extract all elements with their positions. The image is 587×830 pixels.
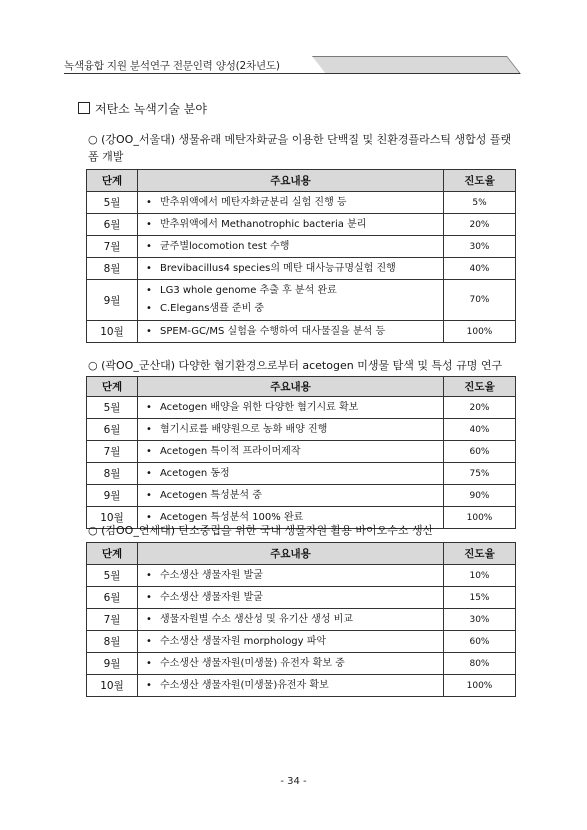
content-cell: [138, 653, 444, 675]
progress-cell: 75%: [444, 463, 516, 485]
month-cell: 7월: [87, 441, 138, 463]
progress-cell: 60%: [444, 631, 516, 653]
col-header-content: 주요내용: [138, 543, 444, 565]
progress-cell: 40%: [444, 419, 516, 441]
content-item: • 반추위액에서 메탄자화균분리 실험 진행 등: [146, 194, 439, 212]
table-row: [87, 236, 516, 258]
col-header-progress: 진도율: [444, 377, 516, 397]
content-item: • Acetogen 특성분석 100% 완료: [146, 509, 439, 527]
progress-cell: 70%: [444, 280, 516, 321]
content-cell: [138, 485, 444, 507]
col-header-month: 단계: [87, 377, 138, 397]
table-row: [87, 587, 516, 609]
content-item: • Acetogen 특성분석 중: [146, 487, 439, 505]
content-item: • 수소생산 생물자원(미생물)유전자 확보: [146, 677, 439, 695]
month-cell: 8월: [87, 463, 138, 485]
content-cell: [138, 609, 444, 631]
header-title: 녹색융합 지원 분석연구 전문인력 양성(2차년도): [64, 60, 280, 72]
month-cell: 9월: [87, 280, 138, 321]
content-item: • Acetogen 배양을 위한 다양한 혐기시료 확보: [146, 399, 439, 417]
col-header-progress: 진도율: [444, 543, 516, 565]
month-cell: 5월: [87, 565, 138, 587]
content-item: • Brevibacillus4 species의 메탄 대사능규명실험 진행: [146, 260, 439, 278]
table-row: [87, 280, 516, 321]
table-row: [87, 321, 516, 343]
page-number: - 34 -: [280, 776, 307, 787]
content-cell: [138, 236, 444, 258]
content-cell: [138, 397, 444, 419]
progress-cell: 15%: [444, 587, 516, 609]
month-cell: 10월: [87, 321, 138, 343]
col-header-content: 주요내용: [138, 377, 444, 397]
content-item: • 수소생산 생물자원 morphology 파악: [146, 633, 439, 651]
content-item: • 수소생산 생물자원 발굴: [146, 567, 439, 585]
month-cell: 10월: [87, 675, 138, 697]
header-tab-decoration: [312, 56, 521, 74]
content-item: • 수소생산 생물자원 발굴: [146, 589, 439, 607]
table-row: [87, 675, 516, 697]
table-row: [87, 609, 516, 631]
month-cell: 9월: [87, 485, 138, 507]
col-header-progress: 진도율: [444, 170, 516, 192]
progress-cell: 80%: [444, 653, 516, 675]
section-title: [78, 100, 207, 117]
month-cell: 9월: [87, 653, 138, 675]
table-row: [87, 192, 516, 214]
table-row: [87, 258, 516, 280]
content-cell: [138, 192, 444, 214]
content-item: • LG3 whole genome 추출 후 분석 완료: [146, 282, 439, 300]
progress-cell: 100%: [444, 675, 516, 697]
content-item: • 균주별locomotion test 수행: [146, 238, 439, 256]
content-item: • 반추위액에서 Methanotrophic bacteria 분리: [146, 216, 439, 234]
content-cell: [138, 463, 444, 485]
progress-cell: 10%: [444, 565, 516, 587]
progress-cell: 20%: [444, 214, 516, 236]
progress-table-2: [86, 376, 516, 529]
month-cell: 5월: [87, 397, 138, 419]
progress-cell: 5%: [444, 192, 516, 214]
header-rule: [64, 73, 520, 74]
progress-cell: 40%: [444, 258, 516, 280]
table-row: [87, 653, 516, 675]
progress-cell: 100%: [444, 321, 516, 343]
content-cell: [138, 419, 444, 441]
content-cell: [138, 321, 444, 343]
project-title-1: ○ (강OO_서울대) 생물유래 메탄자화균을 이용한 단백질 및 친환경플라스틱 생합성 플랫폼 개발: [88, 133, 512, 163]
progress-cell: 100%: [444, 507, 516, 529]
content-cell: [138, 675, 444, 697]
section-title-text: 저탄소 녹색기술 분야: [95, 102, 207, 116]
progress-cell: 30%: [444, 609, 516, 631]
progress-table-1: [86, 169, 516, 343]
content-cell: [138, 631, 444, 653]
progress-cell: 20%: [444, 397, 516, 419]
progress-cell: 60%: [444, 441, 516, 463]
progress-table-3: [86, 542, 516, 697]
content-item: • 혐기시료를 배양원으로 농화 배양 진행: [146, 421, 439, 439]
content-item: • Acetogen 동정: [146, 465, 439, 483]
month-cell: 5월: [87, 192, 138, 214]
content-cell: [138, 441, 444, 463]
month-cell: 6월: [87, 419, 138, 441]
table-row: [87, 565, 516, 587]
month-cell: 8월: [87, 631, 138, 653]
col-header-month: 단계: [87, 170, 138, 192]
table-row: [87, 463, 516, 485]
checkbox-square-icon: [78, 102, 90, 114]
content-cell: [138, 565, 444, 587]
running-header: [64, 54, 520, 76]
content-item: • C.Elegans샘플 준비 중: [146, 300, 439, 318]
col-header-month: 단계: [87, 543, 138, 565]
month-cell: 10월: [87, 507, 138, 529]
table-row: [87, 631, 516, 653]
content-item: • Acetogen 특이적 프라이머제작: [146, 443, 439, 461]
table-row: [87, 214, 516, 236]
table-row: [87, 485, 516, 507]
col-header-content: 주요내용: [138, 170, 444, 192]
project-title-3: ○ (김OO_연세대) 탄소중립을 위한 국내 생물자원 활용 바이오수소 생산: [88, 524, 434, 537]
content-cell: [138, 587, 444, 609]
progress-cell: 90%: [444, 485, 516, 507]
month-cell: 6월: [87, 214, 138, 236]
content-cell: [138, 258, 444, 280]
progress-cell: 30%: [444, 236, 516, 258]
content-item: • 생물자원별 수소 생산성 및 유기산 생성 비교: [146, 611, 439, 629]
table-row: [87, 397, 516, 419]
content-cell: [138, 280, 444, 321]
content-item: • 수소생산 생물자원(미생물) 유전자 확보 중: [146, 655, 439, 673]
content-cell: [138, 214, 444, 236]
project-title-2: ○ (곽OO_군산대) 다양한 혐기환경으로부터 acetogen 미생물 탐색 및 특성 규명 연구: [88, 359, 503, 372]
month-cell: 7월: [87, 236, 138, 258]
content-item: • SPEM-GC/MS 실험을 수행하여 대사물질을 분석 등: [146, 323, 439, 341]
month-cell: 7월: [87, 609, 138, 631]
table-row: [87, 441, 516, 463]
month-cell: 8월: [87, 258, 138, 280]
month-cell: 6월: [87, 587, 138, 609]
table-row: [87, 419, 516, 441]
